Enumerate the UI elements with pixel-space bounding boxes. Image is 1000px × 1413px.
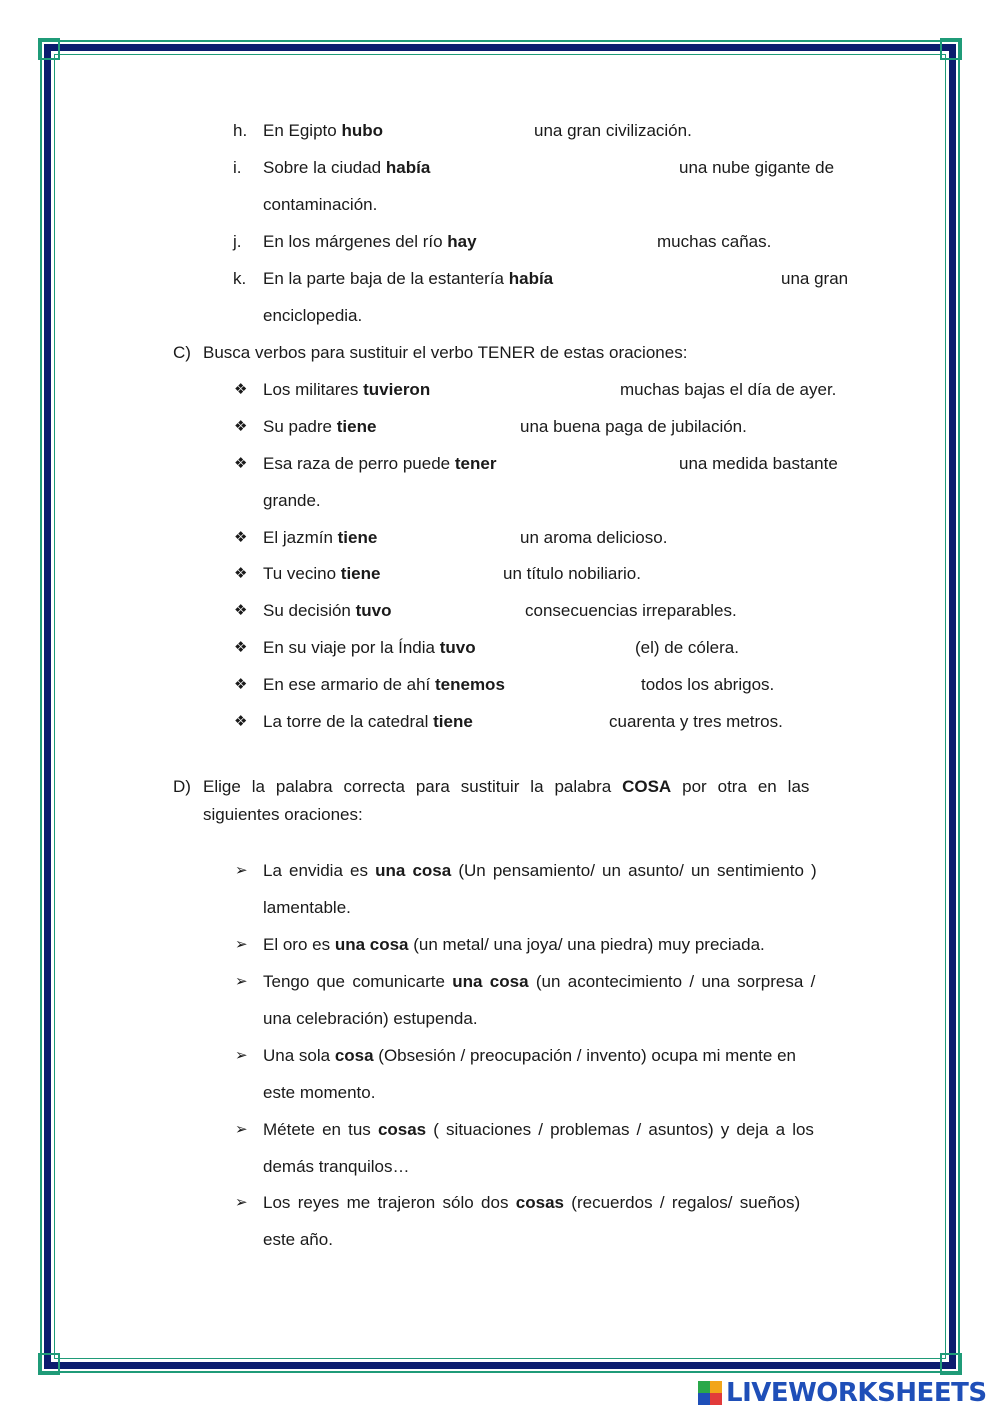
arrow-bullet-icon: ➢ <box>235 1194 248 1211</box>
cosa-sentence-cont: este momento. <box>263 1083 376 1102</box>
arrow-bullet-icon: ➢ <box>235 1121 248 1138</box>
tener-sentence: Esa raza de perro puede tener <box>263 454 497 473</box>
tener-sentence-tail: (el) de cólera. <box>635 638 739 657</box>
arrow-bullet-icon: ➢ <box>235 1047 248 1064</box>
cosa-sentence: Una sola cosa (Obsesión / preocupación / invento) ocupa mi mente en <box>263 1046 796 1065</box>
tener-sentence: Su decisión tuvo <box>263 601 392 620</box>
sentence-h-tail: una gran civilización. <box>534 121 692 140</box>
diamond-bullet-icon: ❖ <box>234 529 248 546</box>
frame-corner-ornament <box>38 1353 60 1375</box>
item-marker: k. <box>233 269 247 288</box>
frame-corner-ornament <box>940 38 962 60</box>
cosa-sentence: El oro es una cosa (un metal/ una joya/ una piedra) muy preciada. <box>263 935 765 954</box>
tener-sentence-tail: un título nobiliario. <box>503 564 641 583</box>
sentence-i: Sobre la ciudad había <box>263 158 431 177</box>
tener-sentence-tail: un aroma delicioso. <box>520 528 668 547</box>
sentence-k-tail: una gran <box>781 269 849 288</box>
cosa-sentence-cont: este año. <box>263 1230 333 1249</box>
arrow-bullet-icon: ➢ <box>235 862 248 879</box>
diamond-bullet-icon: ❖ <box>234 676 248 693</box>
tener-sentence-tail: cuarenta y tres metros. <box>609 712 783 731</box>
cosa-sentence-cont: lamentable. <box>263 898 351 917</box>
diamond-bullet-icon: ❖ <box>234 455 248 472</box>
sentence-j-tail: muchas cañas. <box>657 232 772 251</box>
tener-sentence-tail: una buena paga de jubilación. <box>520 417 747 436</box>
diamond-bullet-icon: ❖ <box>234 381 248 398</box>
diamond-bullet-icon: ❖ <box>234 713 248 730</box>
page-frame-inner <box>54 54 946 1359</box>
tener-sentence: La torre de la catedral tiene <box>263 712 473 731</box>
liveworksheets-logo-icon <box>698 1381 722 1405</box>
tener-sentence: En ese armario de ahí tenemos <box>263 675 505 694</box>
section-c-heading: Busca verbos para sustituir el verbo TENER de estas oraciones: <box>203 343 688 362</box>
item-marker: j. <box>233 232 242 251</box>
section-d-marker: D) <box>173 777 191 796</box>
cosa-sentence: Métete en tus cosas ( situaciones / problemas / asuntos) y deja a los <box>263 1120 814 1139</box>
tener-sentence: En su viaje por la Índia tuvo <box>263 638 476 657</box>
arrow-bullet-icon: ➢ <box>235 973 248 990</box>
tener-sentence: El jazmín tiene <box>263 528 378 547</box>
item-marker: i. <box>233 158 242 177</box>
tener-sentence-tail: todos los abrigos. <box>641 675 775 694</box>
diamond-bullet-icon: ❖ <box>234 639 248 656</box>
cosa-sentence: La envidia es una cosa (Un pensamiento/ un asunto/ un sentimiento ) <box>263 861 817 880</box>
item-marker: h. <box>233 121 248 140</box>
diamond-bullet-icon: ❖ <box>234 602 248 619</box>
sentence-i-tail: una nube gigante de <box>679 158 835 177</box>
sentence-h: En Egipto hubo <box>263 121 383 140</box>
cosa-sentence-cont: demás tranquilos… <box>263 1157 410 1176</box>
brand-name: LIVEWORKSHEETS <box>726 1378 987 1408</box>
section-d-heading: Elige la palabra correcta para sustituir la palabra COSA por otra en las <box>203 777 810 796</box>
sentence-k-cont: enciclopedia. <box>263 306 363 325</box>
section-c-marker: C) <box>173 343 191 362</box>
frame-corner-ornament <box>940 1353 962 1375</box>
tener-sentence: Los militares tuvieron <box>263 380 431 399</box>
diamond-bullet-icon: ❖ <box>234 418 248 435</box>
liveworksheets-logo[interactable] <box>698 1378 987 1408</box>
sentence-k: En la parte baja de la estantería había <box>263 269 554 288</box>
sentence-i-cont: contaminación. <box>263 195 378 214</box>
tener-sentence-tail: consecuencias irreparables. <box>525 601 737 620</box>
section-d-heading-cont: siguientes oraciones: <box>203 805 363 824</box>
tener-sentence: Su padre tiene <box>263 417 377 436</box>
sentence-j: En los márgenes del río hay <box>263 232 477 251</box>
frame-corner-ornament <box>38 38 60 60</box>
tener-sentence-tail: una medida bastante <box>679 454 838 473</box>
diamond-bullet-icon: ❖ <box>234 565 248 582</box>
tener-sentence-cont: grande. <box>263 491 321 510</box>
cosa-sentence: Tengo que comunicarte una cosa (un acontecimiento / una sorpresa / <box>263 972 816 991</box>
tener-sentence: Tu vecino tiene <box>263 564 381 583</box>
arrow-bullet-icon: ➢ <box>235 936 248 953</box>
cosa-sentence-cont: una celebración) estupenda. <box>263 1009 478 1028</box>
tener-sentence-tail: muchas bajas el día de ayer. <box>620 380 837 399</box>
cosa-sentence: Los reyes me trajeron sólo dos cosas (recuerdos / regalos/ sueños) <box>263 1193 801 1212</box>
